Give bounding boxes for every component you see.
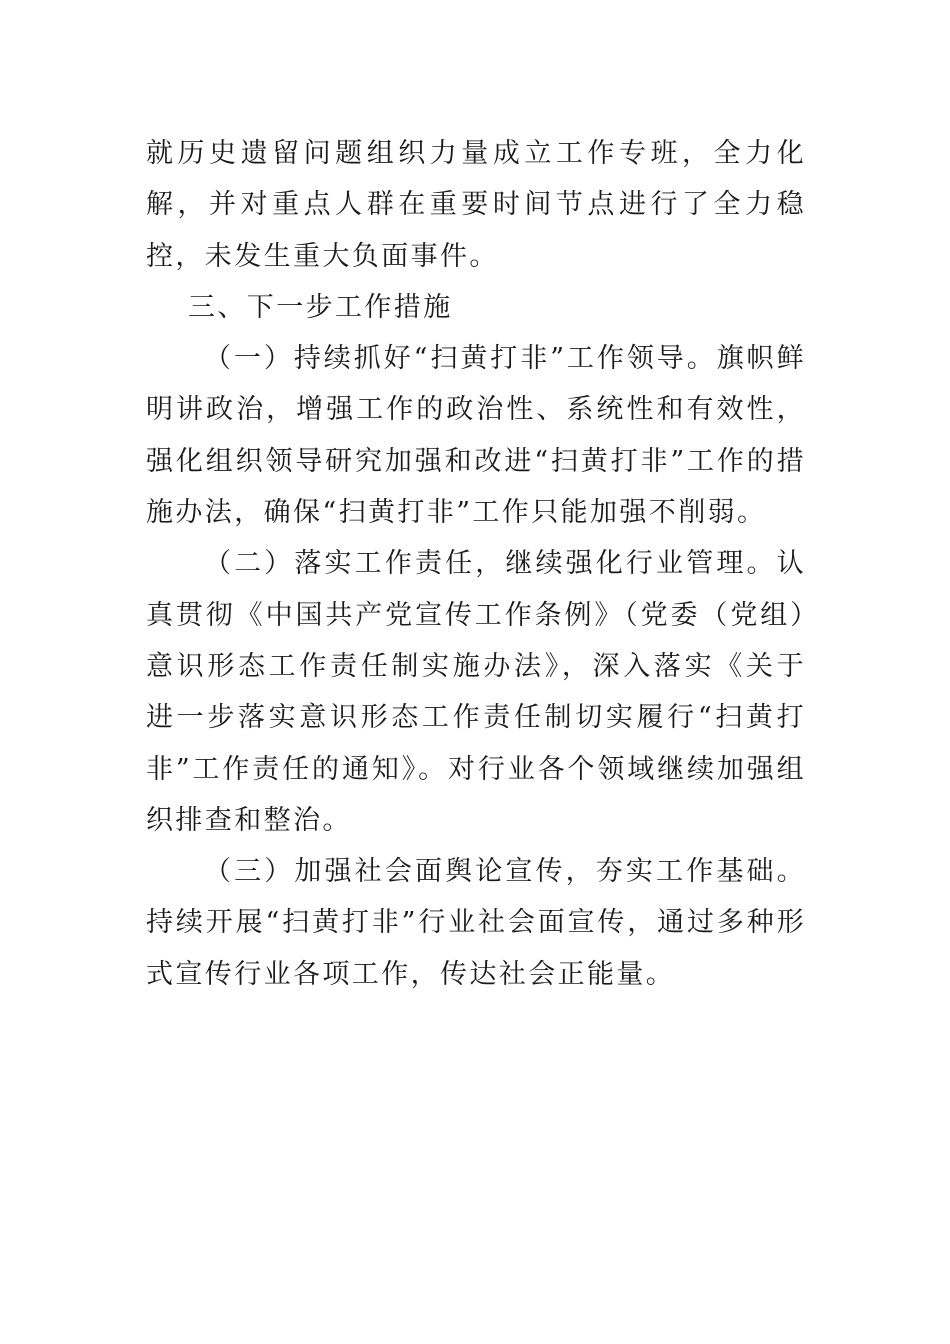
document-body — [146, 128, 806, 1000]
paragraph-measure-3: （三）加强社会面舆论宣传，夯实工作基础。持续开展“扫黄打非”行业社会面宣传，通过多种形式宣传行业各项工作，传达社会正能量。 — [146, 856, 806, 990]
section-heading: 三、下一步工作措施 — [188, 291, 453, 323]
paragraph-measure-2: （二）落实工作责任，继续强化行业管理。认真贯彻《中国共产党宣传工作条例》（党委（党组）意识形态工作责任制实施办法》，深入落实《关于进一步落实意识形态工作责任制切实履行“扫黄打非”工作责任的通知》。对行业各个领域继续加强组织排查和整治。 — [146, 548, 806, 836]
paragraph-measure-1: （一）持续抓好“扫黄打非”工作领导。旗帜鲜明讲政治，增强工作的政治性、系统性和有效性，强化组织领导研究加强和改进“扫黄打非”工作的措施办法，确保“扫黄打非”工作只能加强不削弱。 — [146, 343, 806, 529]
paragraph-continuation: 就历史遗留问题组织力量成立工作专班，全力化解，并对重点人群在重要时间节点进行了全力稳控，未发生重大负面事件。 — [146, 138, 806, 272]
